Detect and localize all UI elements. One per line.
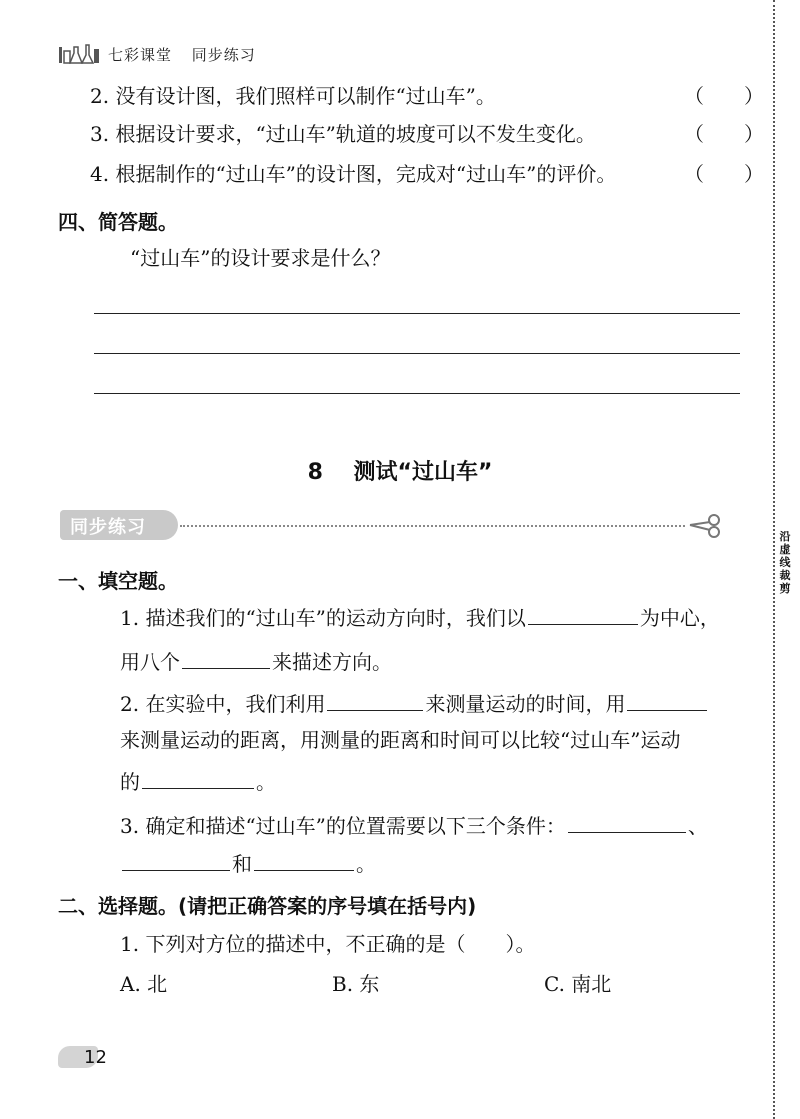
question-text: 、 <box>687 814 708 838</box>
divider-dotted <box>180 525 685 527</box>
cut-line <box>773 0 775 1119</box>
section-heading-fill-blank: 一、填空题。 <box>58 569 178 593</box>
fill-q3-line2 <box>120 848 376 878</box>
item-number: 1. <box>120 606 140 630</box>
question-text: 在实验中，我们利用 <box>145 692 326 716</box>
lesson-title-text: 测试“过山车” <box>353 460 493 485</box>
blank-field[interactable] <box>568 810 686 833</box>
section-heading-short-answer: 四、简答题。 <box>58 210 178 234</box>
item-text: 根据设计要求，“过山车”轨道的坡度可以不发生变化。 <box>115 122 596 146</box>
tf-item-4 <box>90 160 616 188</box>
choice-option-c[interactable]: C. 南北 <box>544 972 612 996</box>
answer-line[interactable] <box>94 393 740 394</box>
question-text: 。 <box>356 852 376 876</box>
section-banner <box>60 510 178 540</box>
answer-paren[interactable]: （ ） <box>684 122 764 146</box>
fill-q2-line1 <box>120 688 709 718</box>
answer-paren[interactable]: （ ） <box>684 84 764 108</box>
item-number: 3. <box>120 814 140 838</box>
blank-field[interactable] <box>142 766 254 789</box>
choice-q1 <box>120 930 535 958</box>
blank-field[interactable] <box>627 688 707 711</box>
fill-q1-line2 <box>120 646 392 676</box>
question-text: 描述我们的“过山车”的运动方向时，我们以 <box>145 606 526 630</box>
tf-item-3 <box>90 120 596 148</box>
item-number: 3. <box>90 122 110 146</box>
question-text: 的 <box>120 770 140 794</box>
question-text: 。 <box>256 770 276 794</box>
short-answer-question: “过山车”的设计要求是什么？ <box>130 246 391 270</box>
fill-q2-line2: 来测量运动的距离，用测量的距离和时间可以比较“过山车”运动 <box>120 728 681 752</box>
blank-field[interactable] <box>327 688 423 711</box>
item-text: 没有设计图，我们照样可以制作“过山车”。 <box>115 84 496 108</box>
fill-q2-line3 <box>120 766 276 796</box>
question-text: 为中心， <box>639 606 720 630</box>
choice-option-a[interactable]: A. 北 <box>120 972 168 996</box>
answer-paren[interactable]: （ ） <box>684 162 764 186</box>
question-text: 来测量运动的时间，用 <box>425 692 626 716</box>
scissors-icon <box>688 513 722 543</box>
lesson-title <box>0 455 800 486</box>
lesson-number: 8 <box>307 460 323 485</box>
question-text: 确定和描述“过山车”的位置需要以下三个条件： <box>145 814 566 838</box>
item-number: 2. <box>90 84 110 108</box>
item-number: 2. <box>120 692 140 716</box>
question-text: 用八个 <box>120 650 180 674</box>
page-number: 12 <box>84 1047 107 1068</box>
header-brand: 七彩课堂 <box>108 45 173 64</box>
answer-line[interactable] <box>94 313 740 314</box>
blank-field[interactable] <box>528 602 638 625</box>
banner-label: 同步练习 <box>70 517 146 538</box>
item-text: 根据制作的“过山车”的设计图，完成对“过山车”的评价。 <box>115 162 617 186</box>
blank-field[interactable] <box>182 646 270 669</box>
fill-q1-line1 <box>120 602 720 632</box>
choice-option-b[interactable]: B. 东 <box>332 972 380 996</box>
question-text: 和 <box>232 852 252 876</box>
answer-line[interactable] <box>94 353 740 354</box>
lab-flask-icon <box>58 43 100 65</box>
tf-item-2 <box>90 82 496 110</box>
item-number: 1. <box>120 932 140 956</box>
cut-label: 沿虚线裁剪 <box>779 530 791 595</box>
blank-field[interactable] <box>254 848 354 871</box>
page-number-badge <box>58 1046 107 1068</box>
blank-field[interactable] <box>122 848 230 871</box>
question-text: 下列对方位的描述中，不正确的是（ ）。 <box>145 932 536 956</box>
fill-q3-line1 <box>120 810 708 840</box>
page-header <box>58 40 270 68</box>
question-text: 来描述方向。 <box>272 650 392 674</box>
header-subtitle: 同步练习 <box>191 45 256 64</box>
item-number: 4. <box>90 162 110 186</box>
section-heading-choice: 二、选择题。(请把正确答案的序号填在括号内) <box>58 894 477 918</box>
